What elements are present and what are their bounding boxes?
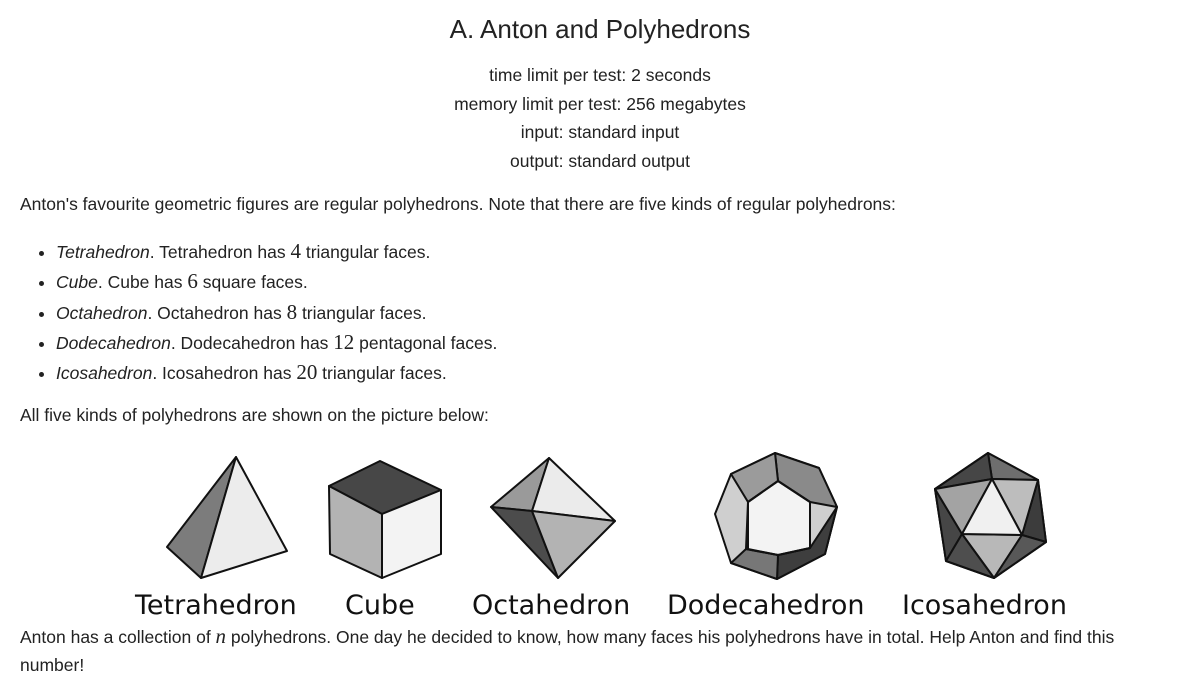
icosahedron-shape bbox=[935, 453, 1046, 578]
polyhedron-list bbox=[0, 237, 497, 388]
icosahedron-label: Icosahedron bbox=[902, 590, 1067, 621]
problem-title: A. Anton and Polyhedrons bbox=[449, 14, 751, 44]
face-count: 8 bbox=[286, 299, 298, 324]
tetrahedron-shape bbox=[167, 457, 287, 578]
kind-name: Cube bbox=[56, 272, 98, 293]
polyhedrons-image bbox=[0, 450, 1200, 622]
picture-intro: All five kinds of polyhedrons are shown on the picture below: bbox=[20, 405, 489, 425]
list-item: • Tetrahedron. Tetrahedron has 4 triangular faces. bbox=[56, 237, 497, 267]
tetrahedron-label: Tetrahedron bbox=[135, 590, 297, 621]
variable-n: n bbox=[215, 624, 227, 648]
kind-name: Octahedron bbox=[56, 302, 148, 323]
face-count: 4 bbox=[290, 239, 301, 263]
face-count: 12 bbox=[333, 329, 355, 354]
time-limit: time limit per test: 2 seconds bbox=[489, 65, 711, 85]
list-item: • Cube. Cube has 6 square faces. bbox=[56, 267, 497, 297]
list-item: • Dodecahedron. Dodecahedron has 12 pentagonal faces. bbox=[56, 328, 497, 358]
face-count: 20 bbox=[296, 360, 318, 385]
problem-limits bbox=[0, 61, 1200, 176]
intro-paragraph: Anton's favourite geometric figures are regular polyhedrons. Note that there are five kinds of regular polyhedrons: bbox=[20, 194, 896, 214]
kind-name: Icosahedron bbox=[56, 363, 153, 384]
list-item: • Icosahedron. Icosahedron has 20 triangular faces. bbox=[56, 358, 497, 388]
polyhedrons-figure bbox=[0, 450, 1200, 622]
dodecahedron-shape bbox=[715, 453, 837, 579]
kind-name: Tetrahedron bbox=[56, 242, 150, 262]
cube-shape bbox=[329, 461, 441, 578]
output-spec: output: standard output bbox=[510, 151, 690, 172]
memory-limit: memory limit per test: 256 megabytes bbox=[454, 93, 746, 114]
list-item: • Octahedron. Octahedron has 8 triangular faces. bbox=[56, 298, 497, 328]
octahedron-label: Octahedron bbox=[472, 590, 631, 621]
input-spec: input: standard input bbox=[520, 122, 680, 143]
cube-label: Cube bbox=[345, 590, 415, 621]
octahedron-shape bbox=[491, 458, 615, 578]
collection-paragraph: Anton has a collection of n polyhedrons. One day he decided to know, how many faces his polyhedrons have in total. Help Anton and find this number! bbox=[20, 624, 1115, 675]
dodecahedron-label: Dodecahedron bbox=[667, 590, 865, 621]
face-count: 6 bbox=[187, 269, 198, 294]
kind-name: Dodecahedron bbox=[56, 332, 171, 353]
